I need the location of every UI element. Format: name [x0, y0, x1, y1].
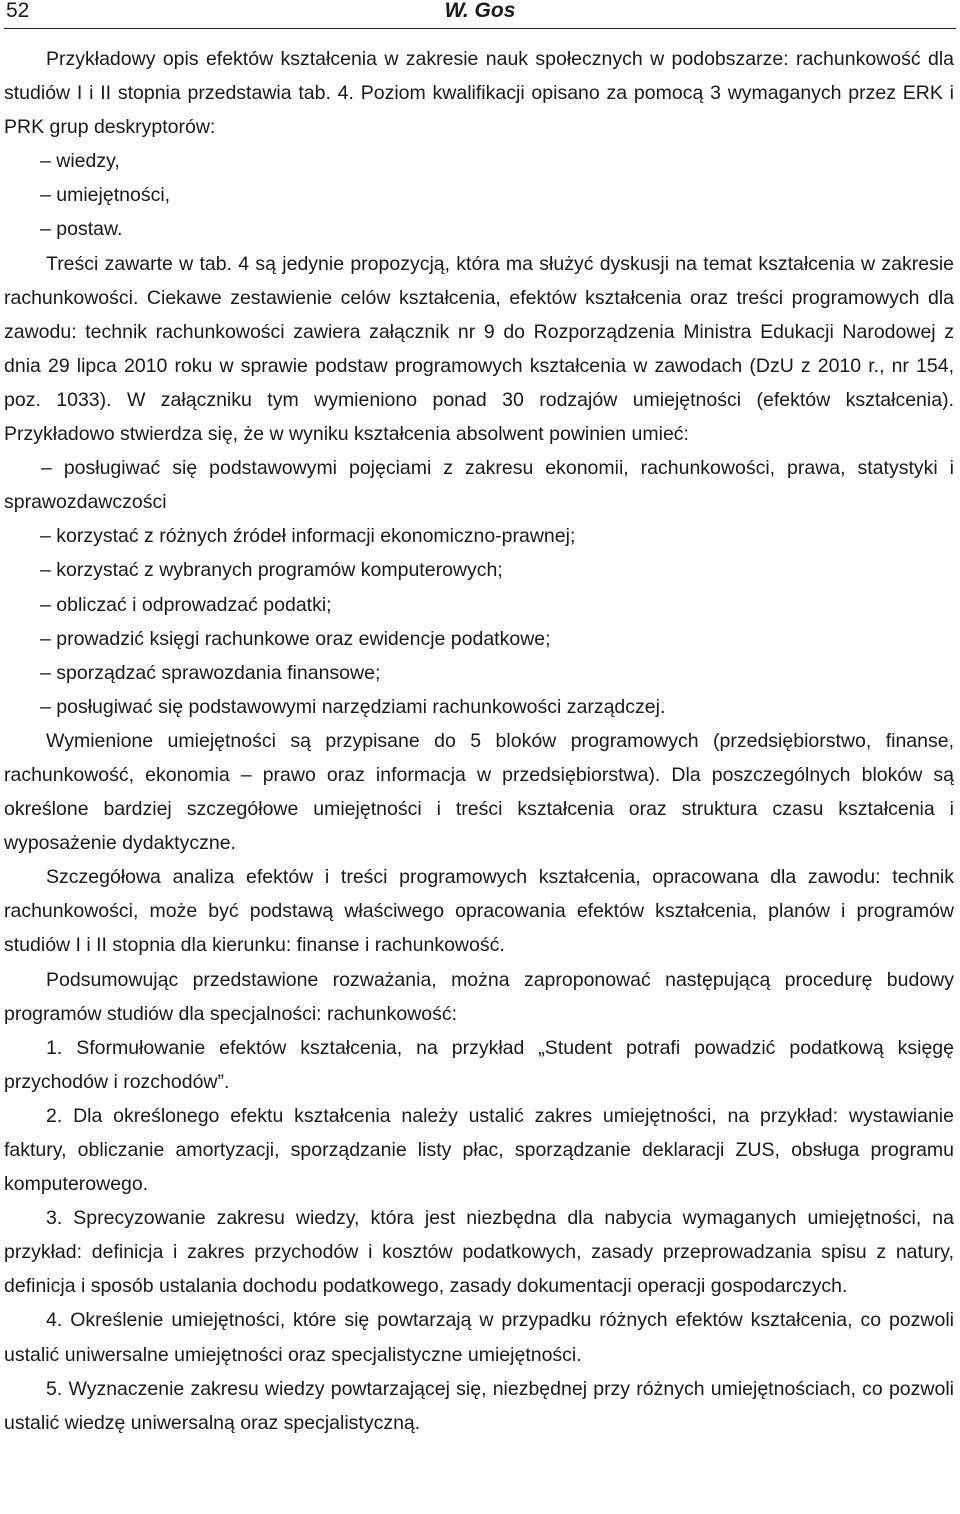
paragraph-analysis: Szczegółowa analiza efektów i treści programowych kształcenia, opracowana dla zawodu: technik rachunkowości, może być podstawą właściwego opracowania efektów kształcenia, planów i programów studiów I i II stopnia dla kierunku: finanse i rachunkowość.	[4, 866, 954, 957]
procedure-step: 4. Określenie umiejętności, które się powtarzają w przypadku różnych efektów kształcenia, co pozwoli ustalić uniwersalne umiejętności oraz specjalistyczne umiejętności.	[4, 1309, 954, 1366]
procedure-step: 3. Sprecyzowanie zakresu wiedzy, która jest niezbędna dla nabycia wymaganych umiejętności, na przykład: definicja i zakres przychodów i kosztów podatkowych, zasady przeprowadzania spisu z natury, definicja i sposób ustalania dochodu podatkowego, zasady dokumentacji operacji gospodarczych.	[4, 1207, 954, 1298]
paragraph-intro: Przykładowy opis efektów kształcenia w zakresie nauk społecznych w podobszarze: rachunkowość dla studiów I i II stopnia przedstawia tab. 4. Poziom kwalifikacji opisano za pomocą 3 wymaganych przez ERK i PRK grup deskryptorów:	[4, 48, 954, 139]
page-header	[4, 0, 956, 29]
descriptor-item: – umiejętności,	[4, 178, 954, 212]
skill-item: – korzystać z wybranych programów komputerowych;	[4, 553, 954, 587]
skill-item: – posługiwać się podstawowymi pojęciami z zakresu ekonomii, rachunkowości, prawa, statystyki i sprawozdawczości	[4, 451, 954, 519]
procedure-step: 1. Sformułowanie efektów kształcenia, na przykład „Student potrafi powadzić podatkową księgę przychodów i rozchodów”.	[4, 1036, 954, 1093]
body-text	[4, 42, 954, 1440]
running-head: W. Gos	[444, 0, 516, 22]
procedure-step: 5. Wyznaczenie zakresu wiedzy powtarzającej się, niezbędnej przy różnych umiejętnościach, co pozwoli ustalić wiedzę uniwersalną oraz specjalistyczną.	[4, 1377, 954, 1434]
descriptor-item: – postaw.	[4, 212, 954, 246]
skill-item: – obliczać i odprowadzać podatki;	[4, 588, 954, 622]
skill-item: – posługiwać się podstawowymi narzędziami rachunkowości zarządczej.	[4, 690, 954, 724]
paragraph-blocks: Wymienione umiejętności są przypisane do 5 bloków programowych (przedsiębiorstwo, finanse, rachunkowość, ekonomia – prawo oraz informacja w przedsiębiorstwa). Dla poszczególnych bloków są określone bardziej szczegółowe umiejętności i treści kształcenia oraz struktura czasu kształcenia i wyposażenie dydaktyczne.	[4, 729, 954, 855]
skill-item: – korzystać z różnych źródeł informacji ekonomiczno-prawnej;	[4, 519, 954, 553]
descriptor-item: – wiedzy,	[4, 144, 954, 178]
procedure-step: 2. Dla określonego efektu kształcenia należy ustalić zakres umiejętności, na przykład: wystawianie faktury, obliczanie amortyzacji, sporządzanie listy płac, sporządzanie deklaracji ZUS, obsługa programu komputerowego.	[4, 1104, 954, 1196]
skill-item: – prowadzić księgi rachunkowe oraz ewidencje podatkowe;	[4, 622, 954, 656]
paragraph-procedure: Podsumowując przedstawione rozważania, można zaproponować następującą procedurę budowy programów studiów dla specjalności: rachunkowość:	[4, 968, 954, 1025]
paragraph-content: Treści zawarte w tab. 4 są jedynie propozycją, która ma służyć dyskusji na temat kształcenia w zakresie rachunkowości. Ciekawe zestawienie celów kształcenia, efektów kształcenia oraz treści programowych dla zawodu: technik rachunkowości zawiera załącznik nr 9 do Rozporządzenia Ministra Edukacji Narodowej z dnia 29 lipca 2010 roku w sprawie podstaw programowych kształcenia w zawodach (DzU z 2010 r., nr 154, poz. 1033). W załączniku tym wymieniono ponad 30 rodzajów umiejętności (efektów kształcenia). Przykładowo stwierdza się, że w wyniku kształcenia absolwent powinien umieć:	[4, 252, 954, 446]
page-number: 52	[6, 0, 30, 22]
skill-item: – sporządzać sprawozdania finansowe;	[4, 656, 954, 690]
